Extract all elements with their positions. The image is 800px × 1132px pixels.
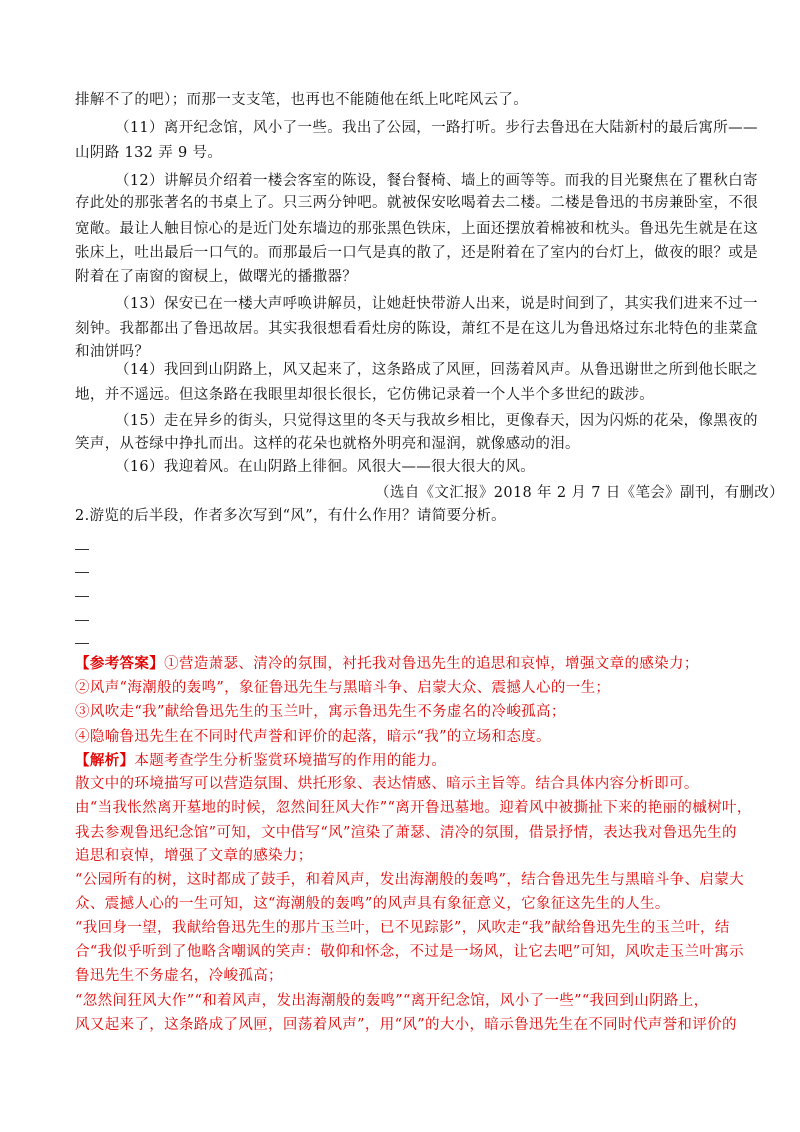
analysis-line: 由“当我怅然离开墓地的时候，忽然间狂风大作”“离开鲁迅墓地。迎着风中被撕扯下来的艳丽的槭树叶， (75, 800, 752, 816)
passage-line: 排解不了的吧）；而那一支支笔，也再也不能随他在纸上叱咤风云了。 (75, 92, 529, 108)
answer-blank-line (75, 643, 89, 644)
analysis-line: 追思和哀悼，增强了文章的感染力； (75, 848, 313, 864)
passage-line: （13）保安已在一楼大声呼唤讲解员，让她赶快带游人出来，说是时间到了，其实我们进来不过一 (115, 296, 758, 312)
analysis-line: 众、震撼人心的一生可知，这“海潮般的轰鸣”的风声具有象征意义，它象征这先生的人生。 (75, 896, 670, 912)
analysis-line: “忽然间狂风大作”“和着风声，发出海潮般的轰鸣”“离开纪念馆，风小了一些”“我回到山阴路上， (75, 993, 709, 1009)
analysis-line: 合“我似乎听到了他略含嘲讽的笑声：敬仰和怀念，不过是一场风，让它去吧”可知，风吹走玉兰叶寓示 (75, 944, 744, 960)
analysis-tag: 【解析】 (75, 752, 135, 769)
analysis-text: 本题考查学生分析鉴赏环境描写的作用的能力。 (134, 753, 447, 769)
reference-answer-tag: 【参考答案】 (75, 655, 165, 672)
passage-line: 和油饼吗？ (75, 344, 150, 360)
question-text: 2.游览的后半段，作者多次写到“风”，有什么作用？请简要分析。 (75, 508, 507, 524)
answer-blank-line (75, 596, 89, 597)
answer-blank-line (75, 572, 89, 573)
passage-line: （15）走在异乡的街头，只觉得这里的冬天与我故乡相比，更像春天，因为闪烁的花朵，像黑夜的 (115, 413, 758, 429)
analysis-line: “我回身一望，我献给鲁迅先生的那片玉兰叶，已不见踪影”，风吹走“我”献给鲁迅先生的玉兰叶，结 (75, 920, 730, 936)
passage-line: 地，并不遥远。但这条路在我眼里却很长很长，它仿佛记录着一个人半个多世纪的跋涉。 (75, 387, 655, 403)
answer-line: ③风吹走“我”献给鲁迅先生的玉兰叶，寓示鲁迅先生不务虚名的冷峻孤高； (75, 704, 566, 720)
answer-blank-line (75, 549, 89, 550)
answer-blank-line (75, 620, 89, 621)
analysis-line: 我去参观鲁迅纪念馆”可知，文中借写“风”渲染了萧瑟、清冷的氛围，借景抒情，表达我对鲁迅先生的 (75, 825, 737, 841)
passage-line: 刻钟。我都都出了鲁迅故居。其实我很想看看灶房的陈设，萧红不是在这儿为鲁迅烙过东北特色的韭菜盒 (75, 321, 759, 337)
passage-line: （12）讲解员介绍着一楼会客室的陈设，餐台餐椅、墙上的画等等。而我的目光聚焦在了瞿秋白寄 (115, 173, 758, 189)
passage-line: 附着在了南窗的窗棂上，做曙光的播撒器？ (75, 269, 358, 285)
passage-line: 宽敞。最让人触目惊心的是近门处东墙边的那张黑色铁床，上面还摆放着棉被和枕头。鲁迅先生就是在这 (75, 221, 759, 237)
reference-answer (75, 653, 699, 675)
answer-line: ②风声“海潮般的轰鸣”，象征鲁迅先生与黑暗斗争、启蒙大众、震撼人心的一生； (75, 680, 611, 696)
passage-line: （11）离开纪念馆，风小了一些。我出了公园，一路打听。步行去鲁迅在大陆新村的最后寓所—— (115, 120, 758, 136)
passage-line: 存此处的那张著名的书桌上了。只三两分钟吧。就被保安吆喝着去二楼。二楼是鲁迅的书房兼卧室，不很 (75, 195, 759, 211)
passage-line: 张床上，吐出最后一口气的。而那最后一口气是真的散了，还是附着在了室内的台灯上，做夜的眼？或是 (75, 245, 759, 261)
analysis-line: 鲁迅先生不务虚名，冷峻孤高； (75, 968, 283, 984)
passage-line: 山阴路 132 弄 9 号。 (75, 145, 223, 161)
source-citation: （选自《文汇报》2018 年 2 月 7 日《笔会》副刊，有删改） (375, 485, 784, 501)
analysis-line: “公园所有的树，这时都成了鼓手，和着风声，发出海潮般的轰鸣”，结合鲁迅先生与黑暗斗争、启蒙大 (75, 872, 744, 888)
analysis (75, 750, 446, 772)
answer-line: ④隐喻鲁迅先生在不同时代声誉和评价的起落，暗示“我”的立场和态度。 (75, 729, 551, 745)
reference-answer-text: ①营造萧瑟、清冷的氛围，衬托我对鲁迅先生的追思和哀悼，增强文章的感染力； (164, 656, 699, 672)
passage-line: （14）我回到山阴路上，风又起来了，这条路成了风匣，回荡着风声。从鲁迅谢世之所到他长眠之 (115, 362, 758, 378)
analysis-line: 散文中的环境描写可以营造氛围、烘托形象、表达情感、暗示主旨等。结合具体内容分析即可。 (75, 776, 699, 792)
analysis-line: 风又起来了，这条路成了风匣，回荡着风声”，用“风”的大小，暗示鲁迅先生在不同时代声誉和评价的 (75, 1017, 737, 1033)
passage-line: （16）我迎着风。在山阴路上徘徊。风很大——很大很大的风。 (115, 459, 536, 475)
passage-line: 笑声，从苍绿中挣扎而出。这样的花朵也就格外明亮和湿润，就像感动的泪。 (75, 436, 580, 452)
